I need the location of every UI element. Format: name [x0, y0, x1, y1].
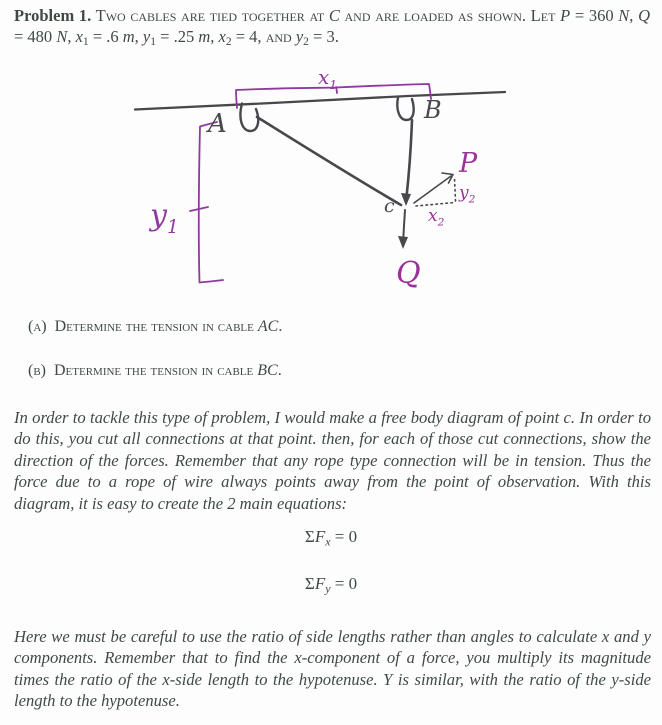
cable-bc-arrowhead	[401, 193, 411, 206]
force-q-arrowhead	[398, 236, 408, 249]
part-b-item: (b) Determine the tension in cable BC.	[28, 362, 282, 379]
force-q-arrow	[403, 210, 405, 241]
ceiling-line	[135, 92, 505, 110]
force-q-label: Q	[396, 256, 421, 291]
problem-statement: Problem 1. Two cables are tied together at C and are loaded as shown. Let P = 360 N, Q = 480 N, x1 = .6 m, y1 = .25 m, x2 = 4, and y2 = 3.	[14, 6, 651, 48]
dim-y2-dotted-line	[455, 178, 456, 201]
solution-paragraph-1: In order to tackle this type of problem, I would make a free body diagram of point c. In order to do this, you cut all connections at that point. then, for each of those cut connections, show the direction of the forces. Remember that any rope type connection will be in tension. Thus the force due to a rope of wire always points away from the point of observation. With this diagram, it is easy to create the 2 main equations:	[14, 408, 651, 513]
point-c-label: c	[384, 195, 395, 217]
dim-x1-label: $x_1$	[318, 65, 338, 92]
dim-y2-label: $y_2$	[459, 183, 476, 206]
solution-paragraph-2: Here we must be careful to use the ratio of side lengths rather than angles to calculate x and y components. Remember that to find the x-component of a force, you multiply its magnitude times the ratio of the x-side length to the hypotenuse. Y is similar, with the ratio of the y-side length to the hypotenuse.	[14, 627, 651, 711]
equation-sum-fx: ΣFx = 0	[304, 527, 358, 549]
hook-b	[397, 98, 413, 121]
cable-ac	[257, 117, 401, 205]
point-b-label: B	[424, 96, 442, 124]
force-p-arrow	[414, 176, 451, 203]
hook-a	[240, 104, 258, 132]
dim-y1-bracket	[190, 122, 223, 283]
force-p-label: P	[459, 148, 478, 179]
hand-drawn-diagram	[0, 60, 662, 310]
part-a-item: (a) Determine the tension in cable AC.	[28, 318, 283, 335]
dim-y1-label: $y_1$	[150, 198, 179, 238]
point-a-label: A	[208, 109, 227, 139]
cable-bc	[407, 120, 413, 197]
dim-x2-label: $x_2$	[428, 206, 445, 229]
equation-sum-fy: ΣFy = 0	[304, 574, 358, 596]
